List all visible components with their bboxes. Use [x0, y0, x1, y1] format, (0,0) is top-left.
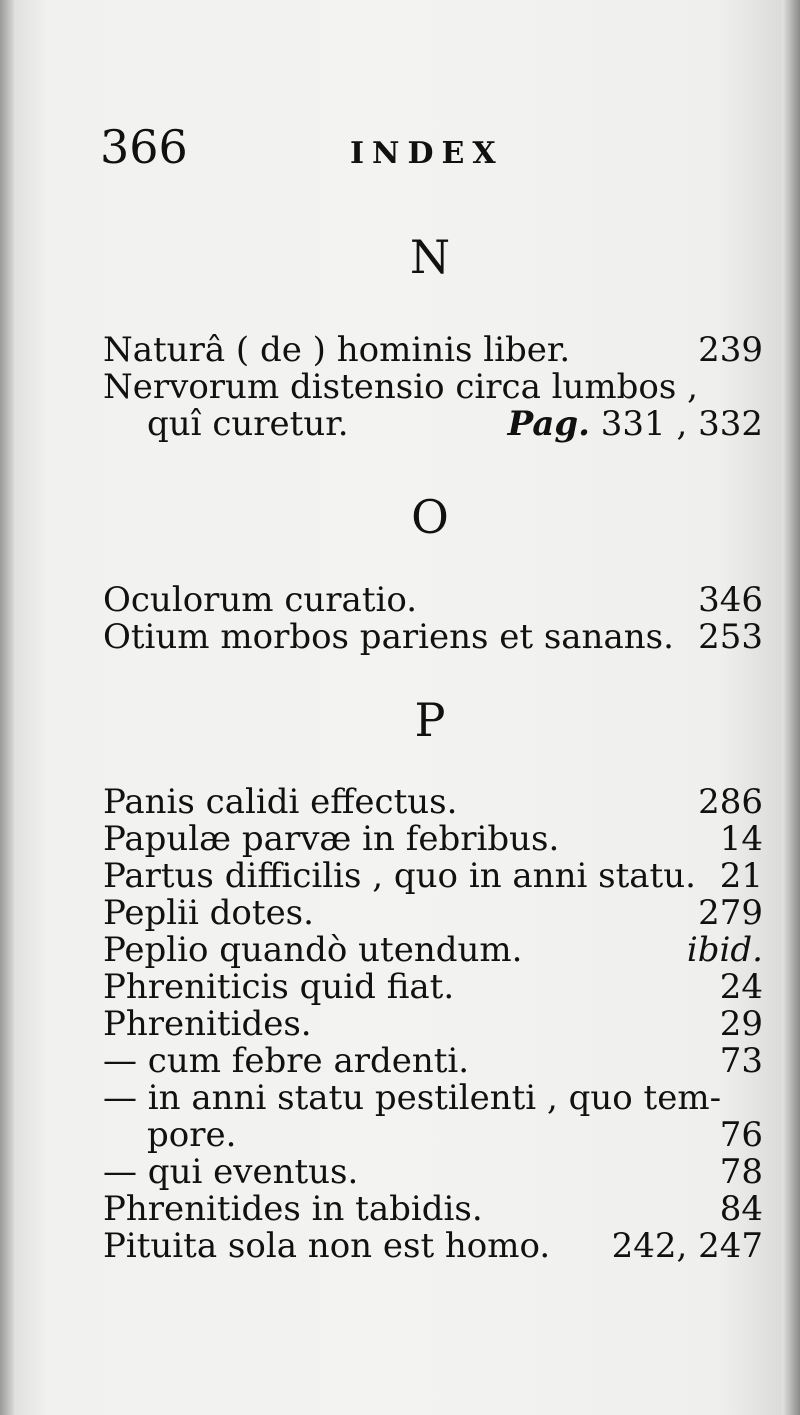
section-n-entries [103, 332, 763, 443]
index-entry [103, 932, 763, 969]
entry-page-ref [508, 406, 763, 443]
entry-text: pore. [147, 1115, 237, 1155]
entry-text: Pituita sola non est homo. [103, 1226, 551, 1266]
running-head: INDEX [350, 136, 504, 171]
entry-text: — cum febre ardenti. [103, 1041, 470, 1081]
entry-text: Panis calidi effectus. [103, 782, 458, 822]
index-entry [103, 1228, 763, 1265]
entry-page: ibid. [686, 930, 763, 970]
index-entry [103, 369, 763, 406]
index-entry [103, 969, 763, 1006]
entry-text: Peplio quandò utendum. [103, 930, 523, 970]
entry-text: quî curetur. [147, 404, 349, 444]
section-letter-n: N [409, 230, 451, 284]
entry-text: Papulæ parvæ in febribus. [103, 819, 560, 859]
entry-text: Naturâ ( de ) hominis liber. [103, 330, 571, 370]
entry-page: 242, 247 [611, 1226, 763, 1266]
entry-page: 24 [719, 967, 763, 1007]
entry-page: 73 [719, 1041, 763, 1081]
entry-text: — in anni statu pestilenti , quo tem- [103, 1078, 722, 1118]
entry-page: 286 [698, 782, 763, 822]
entry-page: 29 [719, 1004, 763, 1044]
entry-text: — qui eventus. [103, 1152, 359, 1192]
page-binding-shadow [0, 0, 14, 1415]
entry-text: Partus difficilis , quo in anni statu. [103, 856, 696, 896]
index-entry [103, 784, 763, 821]
entry-page: 331 , 332 [600, 404, 763, 444]
page-header [100, 122, 760, 182]
index-entry [103, 332, 763, 369]
index-entry [103, 858, 763, 895]
entry-text: Phrenitides in tabidis. [103, 1189, 483, 1229]
entry-text: Peplii dotes. [103, 893, 314, 933]
entry-page: 84 [719, 1189, 763, 1229]
entry-text: Otium morbos pariens et sanans. [103, 617, 674, 657]
index-entry [103, 406, 763, 443]
page-abbrev: Pag. [507, 404, 590, 444]
index-entry [103, 1117, 763, 1154]
entry-page: 14 [719, 819, 763, 859]
index-entry [103, 1006, 763, 1043]
entry-text: Phrenitides. [103, 1004, 312, 1044]
index-entry [103, 1043, 763, 1080]
index-entry [103, 619, 763, 656]
entry-text: Phreniticis quid fiat. [103, 967, 455, 1007]
entry-page: 346 [698, 580, 763, 620]
section-letter-o: O [411, 490, 449, 544]
section-o-entries [103, 582, 763, 656]
index-entry [103, 895, 763, 932]
section-p-entries [103, 784, 763, 1265]
page-number: 366 [100, 120, 188, 174]
entry-page: 279 [698, 893, 763, 933]
index-entry [103, 1080, 763, 1117]
index-entry [103, 1154, 763, 1191]
entry-page: 253 [698, 617, 763, 657]
index-entry [103, 582, 763, 619]
entry-page: 76 [719, 1115, 763, 1155]
entry-text: Oculorum curatio. [103, 580, 418, 620]
entry-page: 21 [719, 856, 763, 896]
index-entry [103, 1191, 763, 1228]
entry-page: 239 [698, 330, 763, 370]
entry-text: Nervorum distensio circa lumbos , [103, 367, 698, 407]
index-entry [103, 821, 763, 858]
section-letter-p: P [414, 693, 446, 747]
entry-page: 78 [719, 1152, 763, 1192]
